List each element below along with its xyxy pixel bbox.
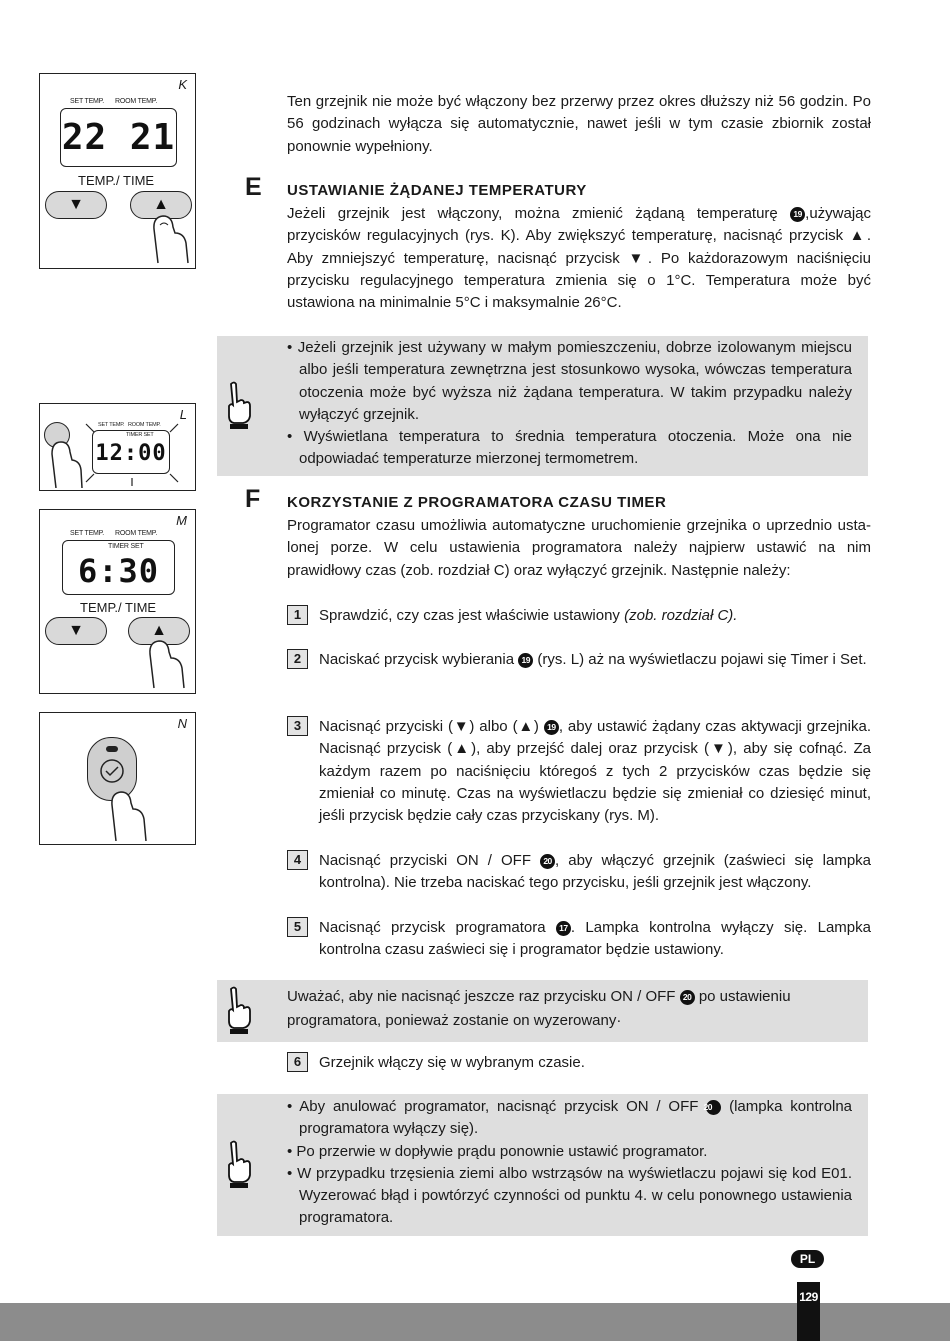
text: Nacisnąć przyciski ON / OFF bbox=[319, 852, 531, 869]
page-number: 129 bbox=[797, 1282, 820, 1341]
step-5 bbox=[287, 917, 871, 962]
room-temp-label: ROOM TEMP. bbox=[128, 422, 161, 428]
text: Jeżeli grzejnik jest włączony, można zmienić żądaną temperaturę bbox=[287, 205, 778, 222]
ref-number-icon: 19 bbox=[790, 207, 805, 222]
note-bullets bbox=[287, 1096, 852, 1230]
pressing-finger-icon bbox=[144, 624, 188, 690]
warning-box bbox=[217, 980, 868, 1042]
triangle-up-icon: ▲ bbox=[151, 622, 167, 639]
figure-letter: K bbox=[178, 77, 187, 92]
ref-number-icon: 19 bbox=[544, 720, 559, 735]
step-number: 3 bbox=[287, 716, 308, 736]
set-temp-label: SET TEMP. bbox=[70, 530, 104, 537]
text: , aby włączyć grzejnik (zaświeci się lampka kontrolna). Nie trzeba naciskać tego przycisku, jeśli grzejnik jest włączony. bbox=[319, 852, 872, 892]
pressing-finger-icon bbox=[106, 775, 150, 841]
note-box bbox=[217, 1094, 868, 1236]
step-number: 5 bbox=[287, 917, 308, 937]
pointing-hand-icon bbox=[223, 985, 253, 1037]
step-4 bbox=[287, 850, 871, 895]
text: po ustawieniu programatora, ponieważ zostanie on wyzerowany· bbox=[287, 988, 791, 1029]
note-bullets bbox=[287, 337, 852, 471]
text: ,używając przycisków regulacyjnych (rys. K). Aby zwiększyć temperaturę, nacisnąć przycisk ▲. Aby zmniejszyć temperaturę, nacisnąć przycisk ▼. Po każdorazowym naciśnięciu przycisku regulacyjnego temperatura zmienia się o 1°C. Temperatura może być ustawiona na minimalnie 5°C i maksymalnie 26°C. bbox=[287, 205, 872, 312]
triangle-up-icon: ▲ bbox=[153, 196, 169, 213]
pointing-hand-icon bbox=[223, 1139, 253, 1191]
temp-down-button[interactable] bbox=[45, 617, 107, 645]
room-temp-label: ROOM TEMP. bbox=[115, 530, 158, 537]
text: . Lampka kontrolna wyłączy się. Lampka kontrolna czasu zaświeci się i programator będzie ustawiony. bbox=[319, 919, 871, 959]
bullet-item bbox=[287, 1096, 852, 1141]
text: Grzejnik włączy się w wybranym czasie. bbox=[319, 1054, 585, 1071]
lcd-display bbox=[62, 540, 175, 595]
display-digits: 12:00 bbox=[95, 441, 167, 466]
text: (zob. rozdział C). bbox=[624, 607, 738, 624]
temp-time-caption: TEMP./ TIME bbox=[78, 173, 155, 188]
figure-k bbox=[39, 73, 196, 269]
ref-number-icon: 20 bbox=[706, 1100, 721, 1115]
figure-m bbox=[39, 509, 196, 694]
ref-number-icon: 17 bbox=[556, 921, 571, 936]
step-2 bbox=[287, 649, 871, 671]
figure-n bbox=[39, 712, 196, 845]
timer-set-label: TIMER SET bbox=[126, 432, 154, 438]
timer-set-label: TIMER SET bbox=[108, 543, 144, 550]
step-1 bbox=[287, 605, 871, 627]
text: Uważać, aby nie nacisnąć jeszcze raz przycisku ON / OFF bbox=[287, 988, 676, 1005]
language-badge: PL bbox=[791, 1250, 824, 1268]
set-temp-label: SET TEMP. bbox=[98, 422, 125, 428]
display-digits: 22 21 bbox=[61, 117, 176, 158]
section-f-paragraph: Programator czasu umożliwia automatyczne uruchomienie grzejnika o uprzednio usta-lonej porze. W celu ustawienia programatora należy najpierw ustawić na nim prawidłowy czas (zob. rozdział C) oraz wyłączyć grzejnik. Następnie należy: bbox=[287, 517, 871, 579]
step-number: 1 bbox=[287, 605, 308, 625]
blink-rays-icon bbox=[82, 418, 182, 488]
bullet-item: • W przypadku trzęsienia ziemi albo wstrząsów na wyświetlaczu pojawi się kod E01. Wyzerować błąd i powtórzyć czynności od punktu 4. w celu ponownego ustawienia programatora. bbox=[287, 1163, 852, 1230]
text: Aby anulować programator, nacisnąć przycisk ON / OFF bbox=[299, 1098, 699, 1115]
section-e-paragraph bbox=[287, 203, 871, 314]
pointing-hand-icon bbox=[223, 380, 253, 432]
text: Naciskać przycisk wybierania bbox=[319, 651, 515, 668]
triangle-down-icon: ▼ bbox=[68, 622, 84, 639]
section-letter-f: F bbox=[245, 485, 261, 513]
step-number: 4 bbox=[287, 850, 308, 870]
note-box bbox=[217, 336, 868, 476]
figure-letter: M bbox=[176, 513, 187, 528]
text: Nacisnąć przyciski (▼) albo (▲) bbox=[319, 718, 539, 735]
display-digits: 6:30 bbox=[77, 552, 160, 590]
intro-paragraph: Ten grzejnik nie może być włączony bez przerwy przez okres dłuższy niż 56 godzin. Po 56 godzinach wyłącza się automatycznie, nawet jeśli w tym czasie zbiornik został ponownie wypełniony. bbox=[287, 93, 871, 155]
bullet-item: • Po przerwie w dopływie prądu ponownie ustawić programator. bbox=[287, 1141, 852, 1163]
ref-number-icon: 20 bbox=[680, 990, 695, 1005]
text: , aby ustawić żądany czas aktywacji grzejnika. Nacisnąć przycisk (▲), aby przejść dalej oraz przycisk (▼), aby się cofnąć. Za każdym razem po naciśnięciu któregoś z tych 2 przycisków czas będzie się zmieniał co minutę. Czas na wyświetlaczu będzie się zmieniał co dziesięć minut, jeśli przycisk będzie cały czas przyciskany (rys. M). bbox=[319, 718, 871, 825]
lcd-display bbox=[60, 108, 177, 167]
pressing-finger-icon bbox=[148, 196, 192, 265]
pressing-finger-icon bbox=[48, 434, 84, 488]
figure-letter: N bbox=[177, 716, 187, 731]
step-number: 2 bbox=[287, 649, 308, 669]
triangle-down-icon: ▼ bbox=[68, 196, 84, 213]
room-temp-label: ROOM TEMP. bbox=[115, 98, 158, 105]
step-6 bbox=[287, 1052, 871, 1074]
text: Sprawdzić, czy czas jest właściwie ustawiony bbox=[319, 607, 620, 624]
step-3 bbox=[287, 716, 871, 827]
indicator-light bbox=[106, 746, 118, 752]
text: (lampka kontrolna programatora wyłączy się). bbox=[299, 1098, 853, 1138]
section-title-f: KORZYSTANIE Z PROGRAMATORA CZASU TIMER bbox=[287, 494, 667, 511]
ref-number-icon: 20 bbox=[540, 854, 555, 869]
text: Nacisnąć przycisk programatora bbox=[319, 919, 546, 936]
step-number: 6 bbox=[287, 1052, 308, 1072]
warning-text bbox=[287, 985, 857, 1033]
text: (rys. L) aż na wyświetlaczu pojawi się Timer i Set. bbox=[537, 651, 867, 668]
temp-down-button[interactable] bbox=[45, 191, 107, 219]
temp-time-caption: TEMP./ TIME bbox=[80, 600, 157, 615]
section-letter-e: E bbox=[245, 173, 262, 201]
section-title-e: USTAWIANIE ŻĄDANEJ TEMPERATURY bbox=[287, 182, 587, 199]
bullet-item: • Wyświetlana temperatura to średnia temperatura otoczenia. Może ona nie odpowiadać temperaturze mierzonej termometrem. bbox=[287, 426, 852, 471]
figure-l bbox=[39, 403, 196, 491]
set-temp-label: SET TEMP. bbox=[70, 98, 104, 105]
ref-number-icon: 19 bbox=[518, 653, 533, 668]
bullet-item: • Jeżeli grzejnik jest używany w małym pomieszczeniu, dobrze izolowanym miejscu albo jeśli temperatura zewnętrzna jest stosunkowo wysoka, wówczas temperatura otoczenia może być wyższa niż żądana temperatura. W takim przypadku należy wyłączyć grzejnik. bbox=[287, 337, 852, 426]
figure-letter: L bbox=[179, 407, 187, 422]
